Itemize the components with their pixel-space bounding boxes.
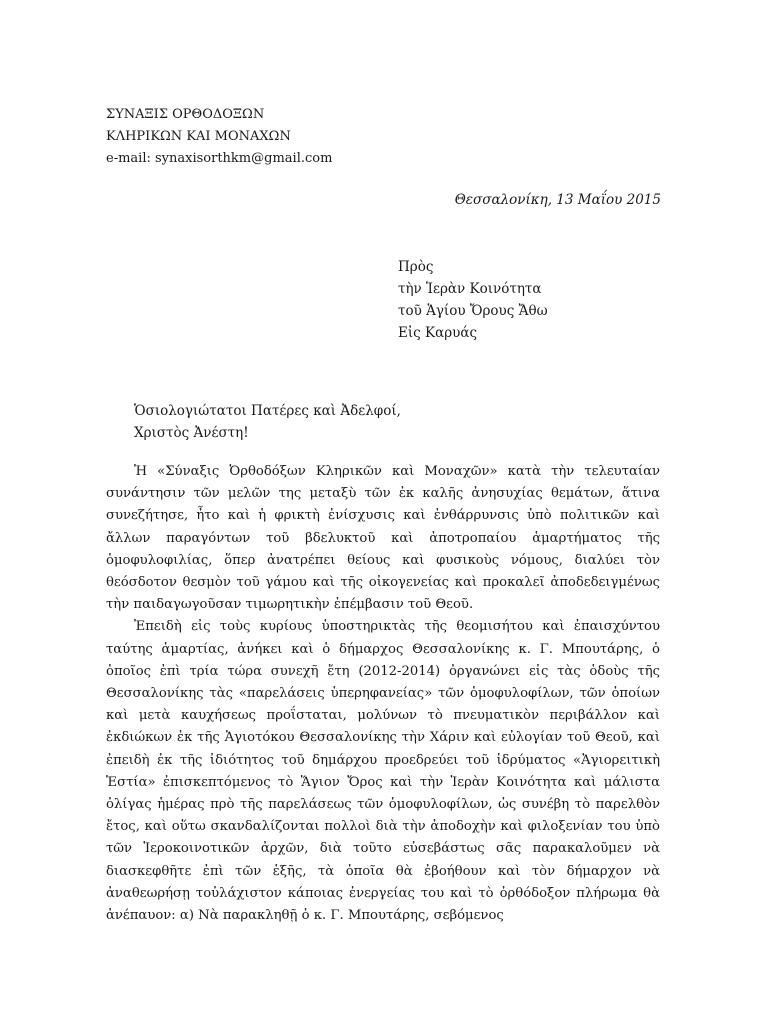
organization-name-line1: ΣΥΝΑΞΙΣ ΟΡΘΟΔΟΞΩΝ bbox=[106, 107, 265, 122]
recipient-line4: Εἰς Καρυάς bbox=[398, 325, 478, 341]
recipient-block bbox=[398, 256, 548, 344]
organization-name-line2: ΚΛΗΡΙΚΩΝ ΚΑΙ ΜΟΝΑΧΩΝ bbox=[106, 129, 291, 144]
letter-body bbox=[106, 461, 660, 927]
sender-email: e-mail: synaxisorthkm@gmail.com bbox=[106, 151, 333, 166]
salutation-line1: Ὁσιολογιώτατοι Πατέρες καὶ Ἀδελφοί, bbox=[134, 403, 401, 419]
sender-header bbox=[106, 104, 332, 170]
salutation-block bbox=[134, 400, 401, 444]
body-paragraph-1: Ἡ «Σύναξις Ὀρθοδόξων Κληρικῶν καὶ Μοναχῶν» κατὰ τὴν τελευταίαν συνάντησιν τῶν μελῶν της μεταξὺ τῶν ἐκ καλῆς ἀνησυχίας θεμάτων, ἅτινα συνεζήτησε, ἦτο καὶ ἡ φρικτὴ ἐνίσχυσις καὶ ἐνθάρρυνσις ὑπὸ πολιτικῶν καὶ ἄλλων παραγόντων τοῦ βδελυκτοῦ καὶ ἀποτροπαίου ἁμαρτήματος τῆς ὁμοφυλοφιλίας, ὅπερ ἀνατρέπει θείους καὶ φυσικοὺς νόμους, διαλύει τὸν θεόσδοτον θεσμὸν τοῦ γάμου καὶ τῆς οἰκογενείας καὶ προκαλεῖ ἀποδεδειγμένως τὴν παιδαγωγοῦσαν τιμωρητικὴν ἐπέμβασιν τοῦ Θεοῦ. bbox=[106, 464, 660, 613]
recipient-line2: τὴν Ἱερὰν Κοινότητα bbox=[398, 281, 542, 297]
recipient-line3: τοῦ Ἁγίου Ὄρους Ἄθω bbox=[398, 303, 548, 319]
recipient-line1: Πρὸς bbox=[398, 259, 434, 275]
letter-date: Θεσσαλονίκη, 13 Μαΐου 2015 bbox=[454, 192, 661, 208]
body-paragraph-2: Ἐπειδὴ εἰς τοὺς κυρίους ὑποστηρικτὰς τῆς θεομισήτου καὶ ἐπαισχύντου ταύτης ἁμαρτίας, ἀνήκει καὶ ὁ δήμαρχος Θεσσαλονίκης κ. Γ. Μπουτάρης, ὁ ὁποῖος ἐπὶ τρία τώρα συνεχῆ ἔτη (2012-2014) ὀργανώνει εἰς τὰς ὁδοὺς τῆς Θεσσαλονίκης τὰς «παρελάσεις ὑπερηφανείας» τῶν ὁμοφυλοφίλων, τῶν ὁποίων καὶ μετὰ καυχήσεως προΐσταται, μολύνων τὸ πνευματικὸν περιβάλλον καὶ ἐκδιώκων ἐκ τῆς Ἁγιοτόκου Θεσσαλονίκης τὴν Χάριν καὶ εὐλογίαν τοῦ Θεοῦ, καὶ ἐπειδὴ ἐκ τῆς ἰδιότητος τοῦ δημάρχου προεδρεύει τοῦ ἱδρύματος «Ἁγιορειτικὴ Ἑστία» ἐπισκεπτόμενος τὸ Ἅγιον Ὄρος καὶ τὴν Ἱερὰν Κοινότητα καὶ μάλιστα ὀλίγας ἡμέρας πρὸ τῆς παρελάσεως τῶν ὁμοφυλοφίλων, ὡς συνέβη τὸ παρελθὸν ἔτος, καὶ οὕτω σκανδαλίζονται πολλοὶ διὰ τὴν ἀποδοχὴν καὶ φιλοξενίαν του ὑπὸ τῶν Ἱεροκοινοτικῶν ἀρχῶν, διὰ τοῦτο εὐσεβάστως σᾶς παρακαλοῦμεν νὰ διασκεφθῆτε ἐπὶ τῶν ἑξῆς, τὰ ὁποῖα θὰ ἐβοήθουν καὶ τὸν δήμαρχον νὰ ἀναθεωρήσῃ τοὐλάχιστον κάποιας ἐνεργείας του καὶ τὸ ὀρθόδοξον πλήρωμα θὰ ἀνέπαυον: α) Νὰ παρακληθῇ ὁ κ. Γ. Μπουτάρης, σεβόμενος bbox=[106, 619, 660, 924]
salutation-line2: Χριστὸς Ἀνέστη! bbox=[134, 425, 249, 441]
